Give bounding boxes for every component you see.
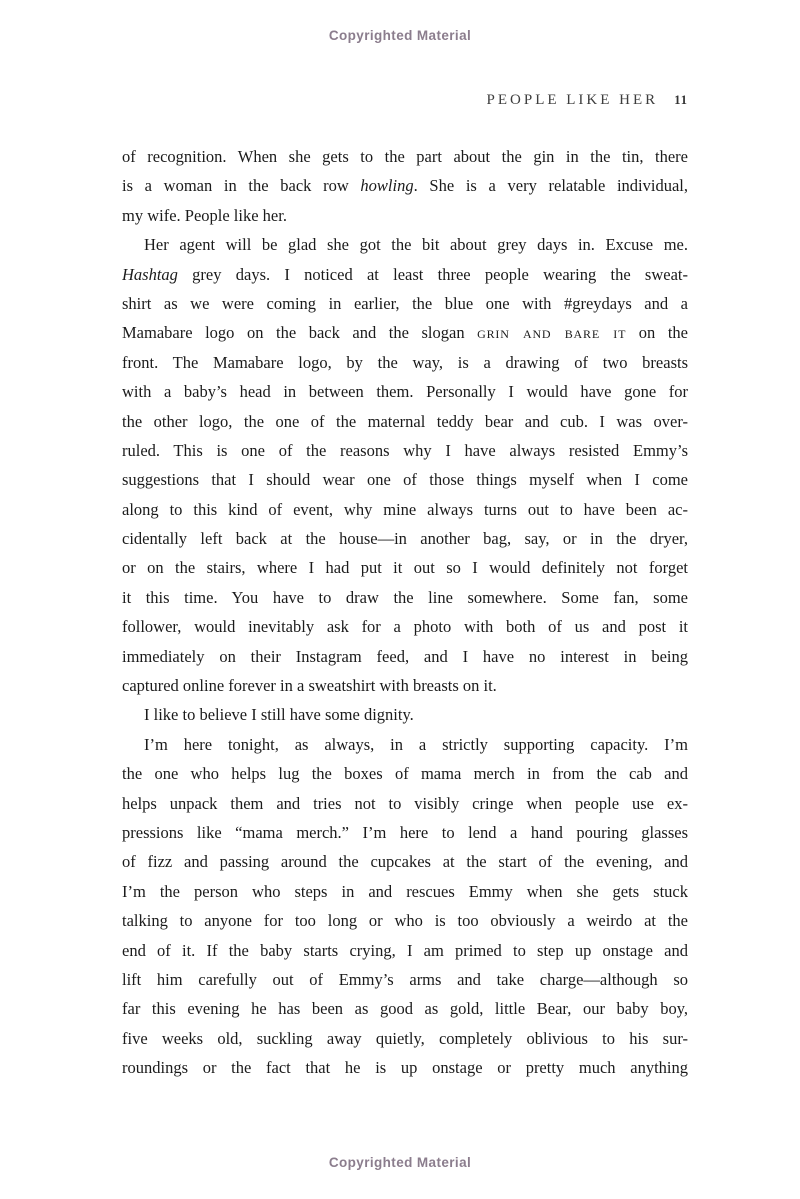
text-segment: roundings or the fact that he is up onstage or pretty much anything — [122, 1058, 688, 1078]
text-segment: or on the stairs, where I had put it out so I would definitely not forget — [122, 558, 688, 578]
text-line — [122, 612, 688, 641]
text-line — [122, 348, 688, 377]
text-segment: the one who helps lug the boxes of mama merch in from the cab and — [122, 764, 688, 784]
text-segment: I like to believe I still have some dignity. — [144, 705, 414, 725]
text-line — [122, 642, 688, 671]
paragraph — [122, 700, 688, 729]
text-line — [122, 818, 688, 847]
text-segment: five weeks old, suckling away quietly, completely oblivious to his sur- — [122, 1028, 688, 1048]
text-line — [122, 847, 688, 876]
text-line — [122, 260, 688, 289]
text-line — [122, 436, 688, 465]
paragraph — [122, 142, 688, 230]
text-segment-italic: Hashtag — [122, 264, 178, 284]
text-line — [122, 994, 688, 1023]
text-segment: with a baby’s head in between them. Personally I would have gone for — [122, 382, 688, 402]
text-segment: front. The Mamabare logo, by the way, is a drawing of two breasts — [122, 352, 688, 372]
text-line — [122, 201, 688, 230]
text-line — [122, 465, 688, 494]
page-header-title: PEOPLE LIKE HER — [486, 92, 659, 108]
text-segment: I’m the person who steps in and rescues Emmy when she gets stuck — [122, 881, 688, 901]
text-segment-italic: howling — [360, 176, 414, 196]
text-line — [122, 936, 688, 965]
body-text — [122, 142, 688, 1083]
text-line — [122, 906, 688, 935]
text-segment: captured online forever in a sweatshirt with breasts on it. — [122, 676, 497, 696]
text-line — [122, 583, 688, 612]
text-segment: Mamabare logo on the back and the slogan — [122, 323, 478, 343]
paragraph — [122, 730, 688, 1083]
text-segment-smallcaps: grin and bare it — [477, 323, 627, 343]
text-line — [122, 377, 688, 406]
text-segment: on the — [626, 323, 688, 343]
text-segment: suggestions that I should wear one of those things myself when I come — [122, 470, 688, 490]
text-line — [122, 407, 688, 436]
text-segment: . She is a very relatable individual, — [413, 176, 688, 196]
text-line — [122, 1053, 688, 1082]
copyright-watermark-bottom: Copyrighted Material — [328, 1155, 472, 1170]
text-line — [122, 1024, 688, 1053]
text-segment: it this time. You have to draw the line somewhere. Some fan, some — [122, 587, 688, 607]
text-segment: the other logo, the one of the maternal teddy bear and cub. I was over- — [122, 411, 688, 431]
text-segment: I’m here tonight, as always, in a strictly supporting capacity. I’m — [144, 734, 688, 754]
text-segment: of recognition. When she gets to the part about the gin in the tin, there — [122, 147, 688, 166]
text-segment: end of it. If the baby starts crying, I am primed to step up onstage and — [122, 940, 688, 960]
text-segment: cidentally left back at the house—in another bag, say, or in the dryer, — [122, 529, 688, 549]
text-line — [122, 495, 688, 524]
text-segment: follower, would inevitably ask for a photo with both of us and post it — [122, 617, 688, 637]
text-line — [122, 318, 688, 347]
text-segment: immediately on their Instagram feed, and I have no interest in being — [122, 646, 688, 666]
text-segment: pressions like “mama merch.” I’m here to lend a hand pouring glasses — [122, 822, 688, 842]
paragraph — [122, 230, 688, 700]
text-segment: my wife. People like her. — [122, 205, 287, 225]
text-line — [122, 730, 688, 759]
text-line — [122, 289, 688, 318]
text-segment: along to this kind of event, why mine always turns out to have been ac- — [122, 499, 688, 519]
text-line — [122, 524, 688, 553]
text-line — [122, 789, 688, 818]
text-line — [122, 877, 688, 906]
text-line — [122, 553, 688, 582]
text-line — [122, 965, 688, 994]
text-line — [122, 671, 688, 700]
text-segment: Her agent will be glad she got the bit about grey days in. Excuse me. — [144, 235, 688, 255]
text-line — [122, 142, 688, 171]
text-line — [122, 759, 688, 788]
text-segment: is a woman in the back row — [122, 176, 361, 196]
text-segment: grey days. I noticed at least three people wearing the sweat- — [177, 264, 688, 284]
copyright-watermark-top: Copyrighted Material — [328, 28, 472, 43]
text-line — [122, 700, 688, 729]
text-segment: shirt as we were coming in earlier, the blue one with #greydays and a — [122, 293, 688, 313]
text-line — [122, 171, 688, 200]
text-line — [122, 230, 688, 259]
text-segment: ruled. This is one of the reasons why I have always resisted Emmy’s — [122, 440, 688, 460]
text-segment: of fizz and passing around the cupcakes at the start of the evening, and — [122, 852, 688, 872]
page-number: 11 — [674, 93, 688, 107]
text-segment: helps unpack them and tries not to visibly cringe when people use ex- — [122, 793, 688, 813]
text-segment: far this evening he has been as good as gold, little Bear, our baby boy, — [122, 999, 688, 1019]
running-header — [122, 90, 688, 110]
text-segment: lift him carefully out of Emmy’s arms and take charge—although so — [122, 969, 688, 989]
text-segment: talking to anyone for too long or who is too obviously a weirdo at the — [122, 911, 688, 931]
